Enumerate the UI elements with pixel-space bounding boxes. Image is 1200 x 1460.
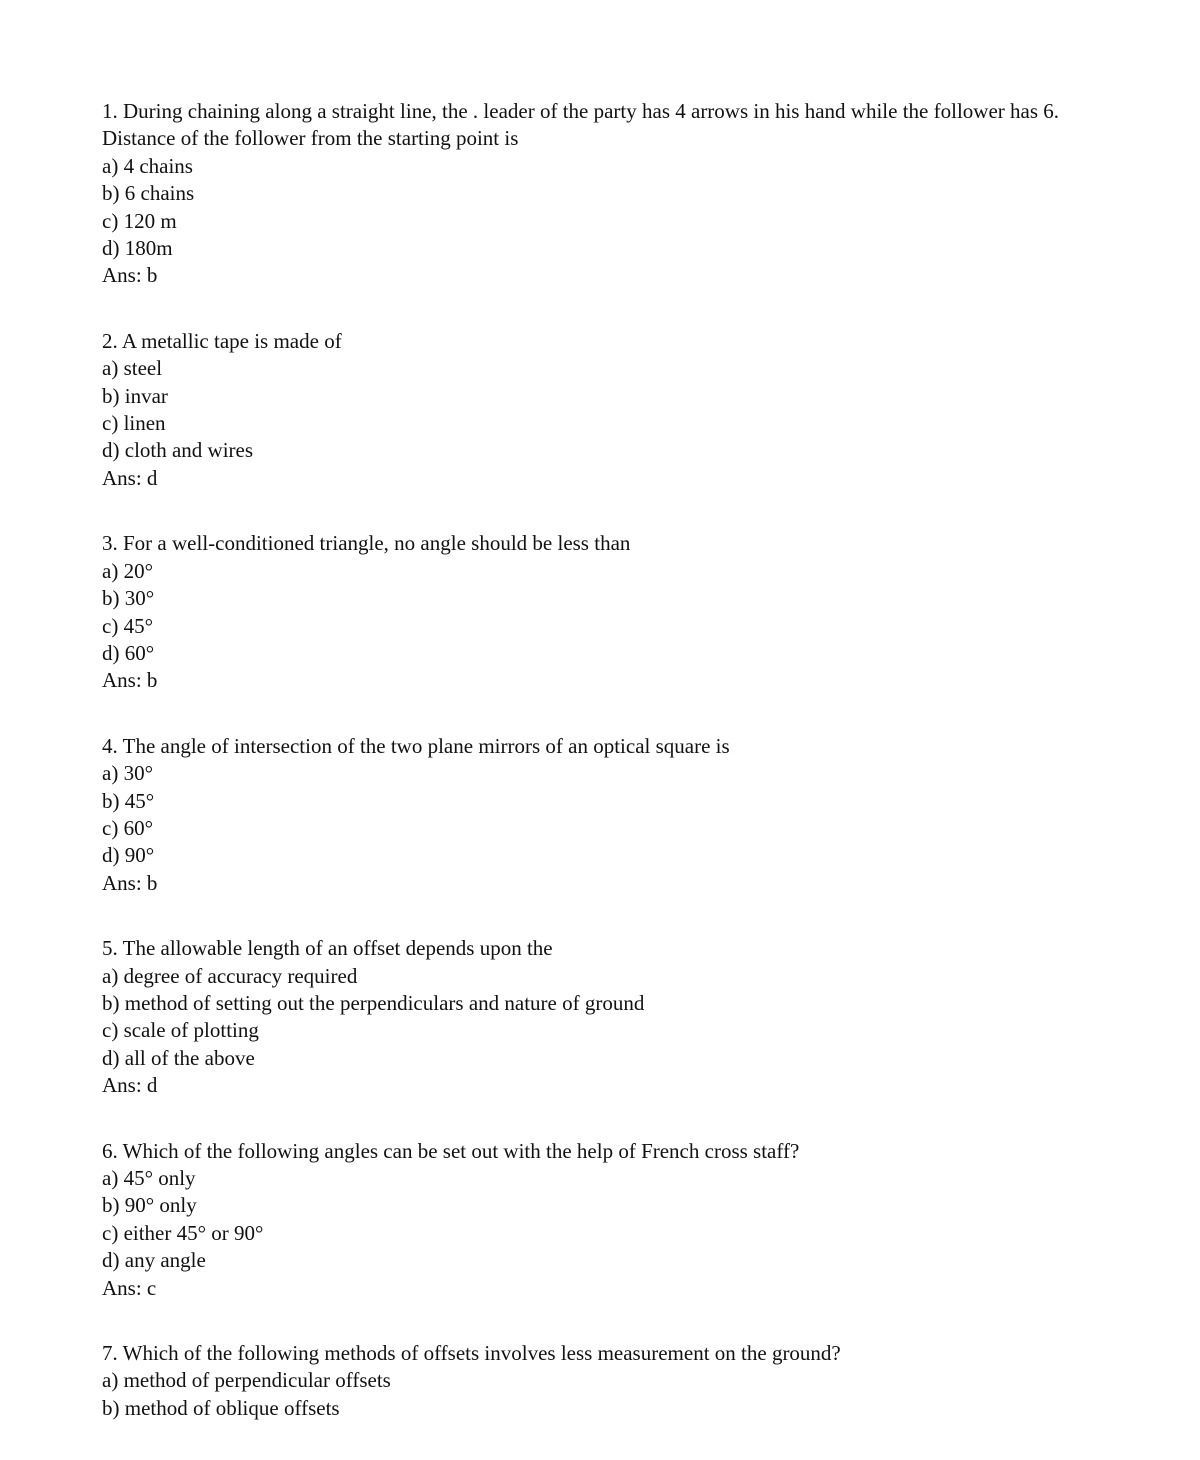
answer: Ans: b bbox=[102, 263, 158, 288]
option-a: a) 45° only bbox=[102, 1166, 196, 1190]
question-3 bbox=[102, 530, 1102, 694]
option-b: b) method of oblique offsets bbox=[102, 1395, 340, 1420]
option-a: a) 20° bbox=[102, 558, 153, 583]
question-2 bbox=[102, 328, 1102, 492]
option-d: d) cloth and wires bbox=[102, 438, 254, 463]
option-c: c) 45° bbox=[102, 613, 153, 638]
option-b: b) 6 chains bbox=[102, 181, 195, 206]
answer: Ans: b bbox=[102, 870, 158, 895]
option-a: a) degree of accuracy required bbox=[102, 963, 358, 988]
question-text: 6. Which of the following angles can be set out with the help of French cross staff? bbox=[102, 1138, 800, 1163]
option-a: a) 4 chains bbox=[102, 153, 193, 178]
question-text: 3. For a well-conditioned triangle, no angle should be less than bbox=[102, 531, 631, 556]
answer: Ans: c bbox=[102, 1275, 157, 1300]
answer: Ans: d bbox=[102, 465, 158, 490]
question-text: 4. The angle of intersection of the two plane mirrors of an optical square is bbox=[102, 733, 730, 758]
question-4 bbox=[102, 733, 1102, 897]
question-text: 2. A metallic tape is made of bbox=[102, 328, 342, 353]
option-c: c) 60° bbox=[102, 815, 153, 840]
option-c: c) 120 m bbox=[102, 208, 177, 233]
question-list bbox=[102, 98, 1102, 1460]
option-d: d) all of the above bbox=[102, 1045, 255, 1070]
question-5 bbox=[102, 935, 1102, 1099]
option-c: c) linen bbox=[102, 411, 166, 436]
option-d: d) 60° bbox=[102, 640, 155, 665]
option-d: d) 90° bbox=[102, 843, 155, 868]
question-text: 5. The allowable length of an offset depends upon the bbox=[102, 936, 553, 961]
answer: Ans: d bbox=[102, 1073, 158, 1098]
option-b: b) 45° bbox=[102, 788, 155, 813]
option-a: a) steel bbox=[102, 356, 163, 381]
option-a: a) method of perpendicular offsets bbox=[102, 1368, 391, 1393]
option-b: b) 90° only bbox=[102, 1193, 197, 1218]
option-b: b) 30° bbox=[102, 586, 155, 611]
option-b: b) method of setting out the perpendiculars and nature of ground bbox=[102, 990, 645, 1015]
question-text: 7. Which of the following methods of offsets involves less measurement on the ground? bbox=[102, 1341, 841, 1366]
question-text: 1. During chaining along a straight line, the . leader of the party has 4 arrows in his hand while the follower has 6. Distance of the follower from the starting point is bbox=[102, 99, 1059, 151]
question-1 bbox=[102, 98, 1102, 290]
answer: Ans: b bbox=[102, 668, 158, 693]
question-6 bbox=[102, 1138, 1102, 1302]
question-7 bbox=[102, 1340, 1102, 1422]
option-b: b) invar bbox=[102, 383, 168, 408]
option-c: c) scale of plotting bbox=[102, 1018, 259, 1043]
option-a: a) 30° bbox=[102, 761, 153, 786]
option-d: d) 180m bbox=[102, 236, 173, 261]
option-c: c) either 45° or 90° bbox=[102, 1220, 264, 1245]
option-d: d) any angle bbox=[102, 1248, 206, 1273]
